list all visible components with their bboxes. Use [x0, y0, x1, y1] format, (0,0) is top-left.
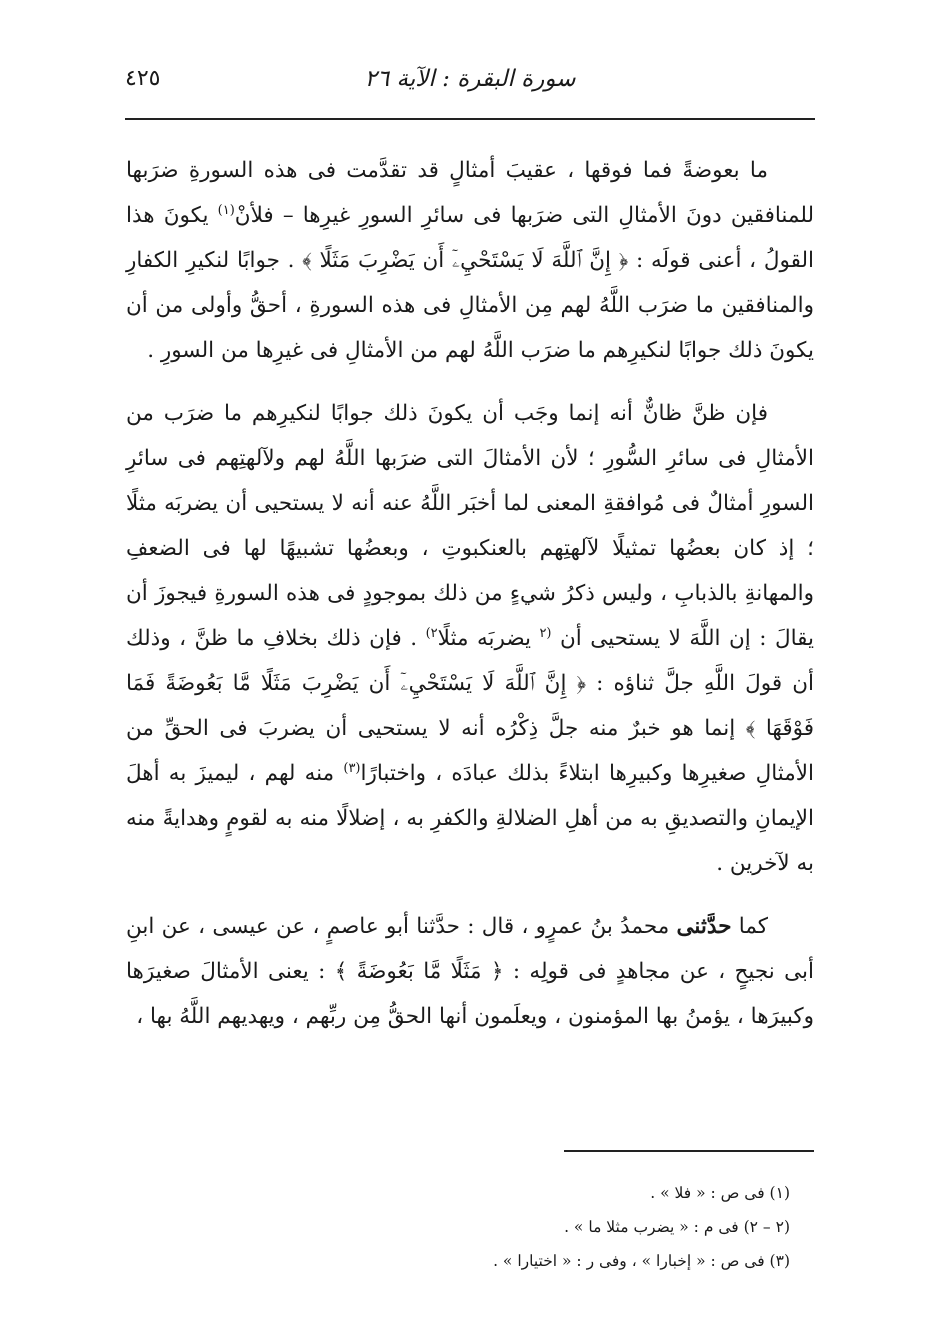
- quran-verse: ﴿ إِنَّ ٱللَّهَ لَا يَسْتَحْيِۦٓ أَن يَضْرِبَ مَثَلًا ﴾: [302, 248, 629, 273]
- isnad-keyword: حدَّثنى: [676, 914, 732, 939]
- main-text: [126, 148, 814, 1057]
- text-run: محمدُ بنُ عمرٍو ، قال : حدَّثنا أبو عاصمٍ ، عن عيسى ، عن ابنِ أبى نجيحٍ ، عن مجاهدٍ فى قولِه :: [126, 914, 815, 984]
- header-divider: [125, 118, 815, 120]
- quran-verse: ﴿ إِنَّ ٱللَّهَ لَا يَسْتَحْيِۦٓ أَن يَضْرِبَ مَثَلًا مَّا بَعُوضَةً فَمَا فَوْقَهَا ﴾: [126, 671, 814, 741]
- text-run: منه لهم ، ليميزَ به أهلَ الإيمانِ والتصديقِ به من أهلِ الضلالةِ والكفرِ به ، إضلالًا منه به لقومٍ وهدايةً منه به لآخرين .: [126, 761, 814, 876]
- text-run: فإن ظنَّ ظانٌّ أنه إنما وجَب أن يكونَ ذلك جوابًا لنكيرِهم ما ضرَب من الأمثالِ فى سائرِ السُّورِ ؛ لأن الأمثالَ التى ضرَبها اللَّهُ لهم ولآلهتِهم فى سائرِ السورِ أمثالٌ فى مُوافقةِ المعنى لما أخبَر اللَّهُ عنه أنه لا يستحيى أن يضربَه مثلًا ؛ إذ كان بعضُها تمثيلًا لآلهتِهم بالعنكبوتِ ، وبعضُها تشبيهًا لها فى الضعفِ والمهانةِ بالذبابِ ، وليس ذكرُ شيءٍ من ذلك بموجودٍ فى هذه السورةِ فيجوزَ أن يقالَ : إن اللَّهَ لا يستحيى أن: [126, 401, 814, 651]
- text-run: يكونَ هذا القولُ ، أعنى قولَه :: [126, 203, 814, 273]
- footnote-marker: (١): [217, 202, 235, 218]
- footnote-1: (١) فى ص : « فلا » .: [650, 1184, 790, 1202]
- paragraph-3: [126, 904, 814, 1039]
- text-run: . فإن ذلك بخلافِ ما ظنَّ ، وذلك أن قولَ اللَّهِ جلَّ ثناؤه :: [126, 626, 815, 696]
- paragraph-2: [126, 391, 814, 886]
- footnote-3: (٣) فى ص : « إخبارا » ، وفى ر : « اختيارا » .: [493, 1252, 790, 1270]
- footnote-marker: ٢): [425, 625, 438, 641]
- footnotes: [126, 1176, 790, 1278]
- footnote-marker: (٢: [539, 625, 552, 641]
- text-run: إنما هو خبرٌ منه جلَّ ذِكْرُه أنه لا يستحيى أن يضربَ فى الحقِّ من الأمثالِ صغيرِها وكبيرِها ابتلاءً بذلك عبادَه ، واختبارًا: [126, 716, 815, 786]
- text-run: : يعنى الأمثالَ صغيرَها وكبيرَها ، يؤمنُ بها المؤمنون ، ويعلَمون أنها الحقُّ مِن ربِّهم ، ويهديهم اللَّهُ بها ،: [126, 959, 814, 1029]
- page-header: [125, 58, 815, 114]
- paragraph-1: [126, 148, 814, 373]
- running-title: سورة البقرة : الآية ٢٦: [364, 66, 576, 92]
- text-run: يضربَه مثلًا: [437, 626, 540, 651]
- footnote-marker: (٣): [343, 760, 361, 776]
- text-run: كما: [731, 914, 768, 939]
- footnote-divider: [564, 1150, 814, 1152]
- text-run: ما بعوضةً فما فوقها ، عقيبَ أمثالٍ قد تقدَّمت فى هذه السورةِ ضرَبها للمنافقين دونَ الأمثالِ التى ضرَبها فى سائرِ السورِ غيرِها – فلأنْ: [126, 158, 814, 228]
- footnote-2: (٢ – ٢) فى م : « يضرب مثلا ما » .: [564, 1218, 790, 1236]
- quran-verse: ﴿ مَثَلًا مَّا بَعُوضَةً ﴾: [334, 959, 504, 984]
- text-run: . جوابًا لنكيرِ الكفارِ والمنافقين ما ضرَب اللَّهُ لهم مِن الأمثالِ فى هذه السورةِ ، أحقُّ وأولى من أن يكونَ ذلك جوابًا لنكيرِهم ما ضرَب اللَّهُ لهم من الأمثالِ فى غيرِها من السورِ .: [126, 248, 814, 363]
- page-number: ٤٢٥: [125, 66, 161, 91]
